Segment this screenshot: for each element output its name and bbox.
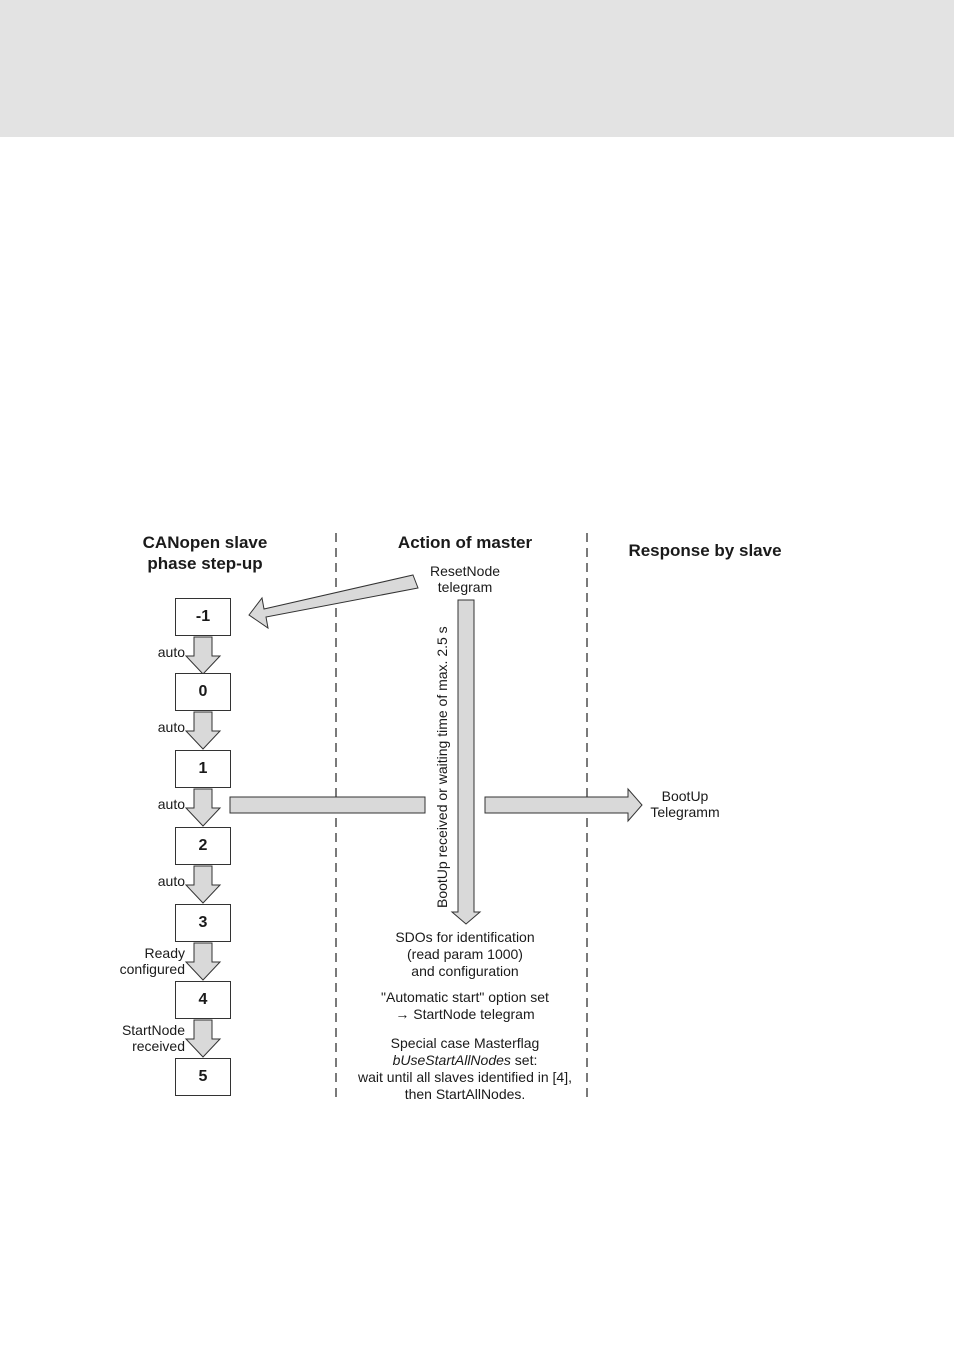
sdo-line2: (read param 1000) bbox=[407, 946, 523, 962]
step-arrow-1 bbox=[186, 712, 220, 749]
special-line4: then StartAllNodes. bbox=[404, 1086, 526, 1102]
reset-line1: ResetNode bbox=[429, 563, 501, 579]
reset-node-arrow bbox=[249, 575, 418, 628]
special-set-text: set: bbox=[510, 1052, 538, 1068]
transition-label-startnode bbox=[95, 1022, 185, 1054]
step-arrow-3 bbox=[186, 866, 220, 903]
transition-label-auto-1: auto bbox=[157, 719, 185, 735]
auto-start-line1: "Automatic start" option set bbox=[381, 989, 549, 1005]
special-case-note bbox=[330, 1035, 600, 1103]
special-line2 bbox=[330, 1052, 600, 1069]
transition-label-auto-3: auto bbox=[157, 873, 185, 889]
phase-box-2: 2 bbox=[175, 827, 231, 865]
phase-box-4: 4 bbox=[175, 981, 231, 1019]
heading-master-action: Action of master bbox=[397, 533, 533, 552]
bootup-line2: Telegramm bbox=[650, 804, 720, 820]
phase-box-0: 0 bbox=[175, 673, 231, 711]
step-arrow-2 bbox=[186, 789, 220, 826]
heading-slave-line1: CANopen slave bbox=[142, 533, 268, 552]
step-arrow-5 bbox=[186, 1020, 220, 1057]
reset-line2: telegram bbox=[437, 579, 493, 595]
special-line3: wait until all slaves identified in [4], bbox=[358, 1069, 572, 1085]
phase-box-1: 1 bbox=[175, 750, 231, 788]
startnode-line2: received bbox=[132, 1038, 185, 1054]
reset-node-label bbox=[405, 563, 525, 595]
sdo-note bbox=[335, 929, 595, 980]
ready-line1: Ready bbox=[144, 945, 185, 961]
startnode-line1: StartNode bbox=[121, 1022, 185, 1038]
master-wait-arrow bbox=[452, 600, 480, 924]
special-flag-name: bUseStartAllNodes bbox=[392, 1052, 511, 1068]
sdo-line1: SDOs for identification bbox=[395, 929, 535, 945]
bootup-arrow-left bbox=[230, 797, 425, 813]
transition-label-auto-0: auto bbox=[157, 644, 185, 660]
ready-line2: configured bbox=[119, 961, 185, 977]
phase-box-3: 3 bbox=[175, 904, 231, 942]
bootup-telegram-label bbox=[635, 788, 735, 820]
transition-label-ready bbox=[95, 945, 185, 977]
sdo-line3: and configuration bbox=[411, 963, 519, 979]
bootup-arrow-right bbox=[485, 789, 642, 821]
transition-label-auto-2: auto bbox=[157, 796, 185, 812]
special-line1: Special case Masterflag bbox=[390, 1035, 540, 1051]
bootup-line1: BootUp bbox=[661, 788, 709, 804]
master-wait-label: BootUp received or waiting time of max. 2.5 s bbox=[434, 626, 450, 908]
heading-slave-response: Response by slave bbox=[628, 541, 782, 560]
auto-start-line2: → StartNode telegram bbox=[395, 1006, 535, 1022]
automatic-start-note bbox=[335, 989, 595, 1023]
phase-box-minus1: -1 bbox=[175, 598, 231, 636]
phase-box-5: 5 bbox=[175, 1058, 231, 1096]
step-arrow-4 bbox=[186, 943, 220, 980]
heading-slave-phase bbox=[120, 532, 290, 574]
step-arrow-0 bbox=[186, 637, 220, 674]
heading-slave-line2: phase step-up bbox=[147, 554, 263, 573]
